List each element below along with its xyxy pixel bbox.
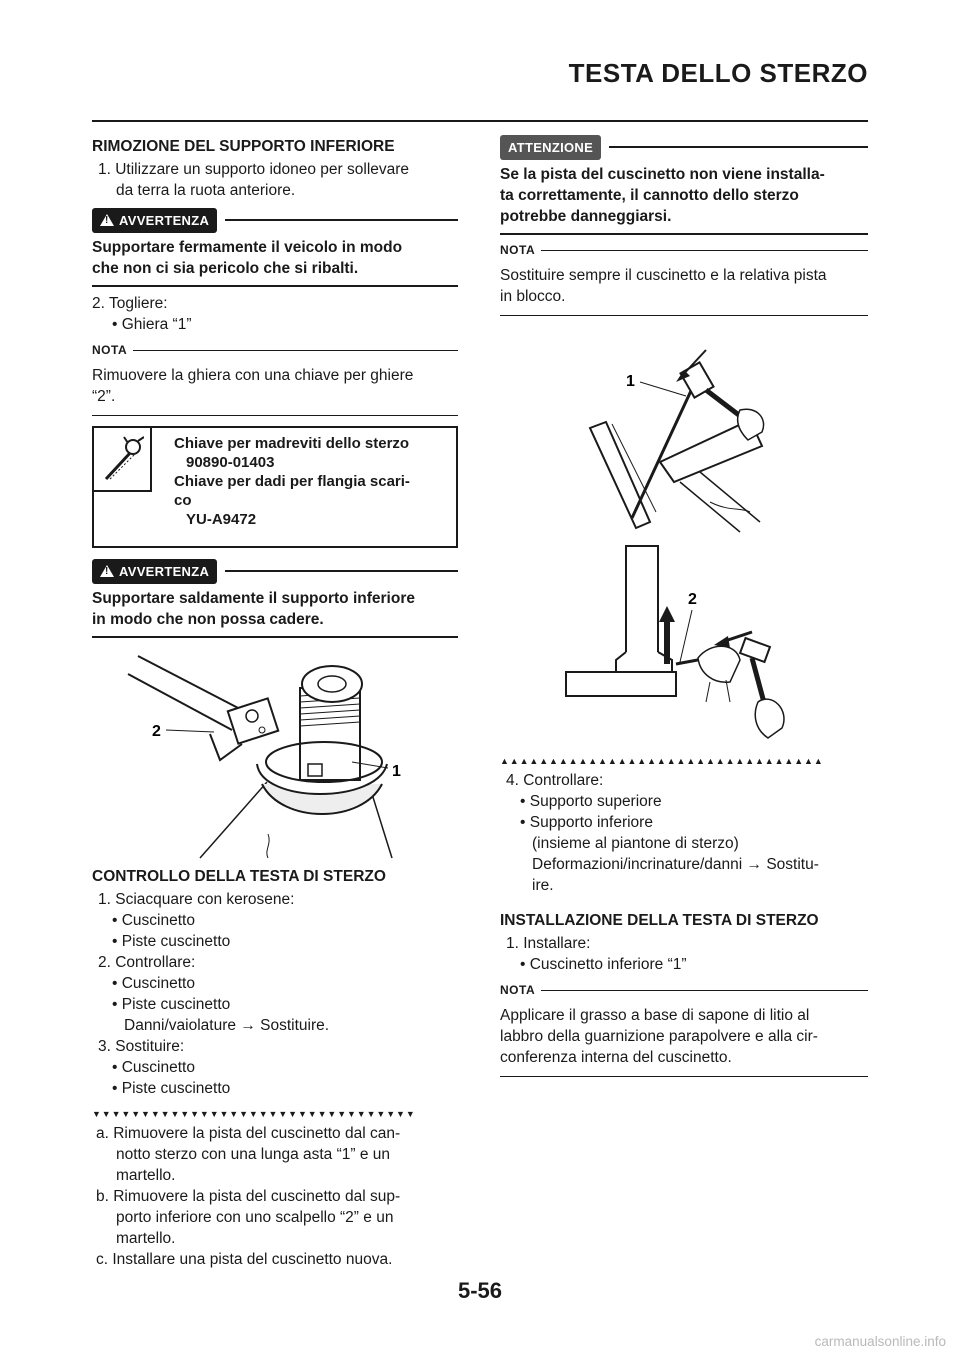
race-removal-stem-illustration bbox=[500, 332, 868, 542]
section-title-check: CONTROLLO DELLA TESTA DI STERZO bbox=[92, 868, 386, 885]
note-text: Applicare il grasso a base di sapone di litio al labbro della guarnizione parapolvere e alla cir- conferenza interna del cuscinetto. bbox=[500, 1007, 818, 1066]
wrench-tool-icon bbox=[94, 428, 152, 492]
list-item-detail: (insieme al piantone di sterzo) bbox=[532, 835, 739, 852]
list-item: • Piste cuscinetto bbox=[112, 996, 231, 1013]
substep-c: c. Installare una pista del cuscinetto nuova. bbox=[96, 1251, 393, 1268]
list-item: • Piste cuscinetto bbox=[112, 1080, 231, 1097]
caution-block bbox=[500, 136, 868, 235]
header-rule bbox=[92, 120, 868, 122]
page-number: 5-56 bbox=[457, 1278, 503, 1303]
note-header: NOTA bbox=[92, 341, 458, 359]
step-2: 2. Togliere: bbox=[92, 295, 168, 312]
figure-callout-2: 2 bbox=[688, 591, 697, 608]
list-item-detail: Danni/vaiolature → Sostituire. bbox=[124, 1017, 330, 1034]
race-removal-bracket-illustration bbox=[500, 542, 868, 746]
check-step-1: 1. Sciacquare con kerosene: bbox=[98, 891, 295, 908]
list-item-detail: ire. bbox=[532, 877, 554, 894]
warning-icon bbox=[100, 565, 114, 577]
warning-text: Supportare saldamente il supporto inferiore in modo che non possa cadere. bbox=[92, 590, 415, 628]
section-title-removal: RIMOZIONE DEL SUPPORTO INFERIORE bbox=[92, 138, 395, 155]
note-header: NOTA bbox=[500, 241, 868, 259]
left-column bbox=[92, 136, 458, 1270]
list-item-detail: Deformazioni/incrinature/danni → Sostitu- bbox=[532, 856, 819, 873]
check-step-2: 2. Controllare: bbox=[98, 954, 196, 971]
warning-label: ! AVVERTENZA bbox=[92, 559, 217, 584]
caution-text: Se la pista del cuscinetto non viene installa- ta correttamente, il cannotto dello sterzo potrebbe danneggiarsi. bbox=[500, 166, 825, 225]
note-text: Sostituire sempre il cuscinetto e la relativa pista in blocco. bbox=[500, 267, 827, 305]
step-2-bullet: • Ghiera “1” bbox=[112, 316, 192, 333]
list-item: • Cuscinetto bbox=[112, 1059, 195, 1076]
figure-callout-2: 2 bbox=[152, 723, 161, 740]
special-tool-box bbox=[92, 426, 458, 548]
caution-label: ATTENZIONE bbox=[500, 135, 601, 160]
section-title-install: INSTALLAZIONE DELLA TESTA DI STERZO bbox=[500, 912, 819, 929]
install-step-1: 1. Installare: bbox=[506, 935, 591, 952]
warning-text: Supportare fermamente il veicolo in modo che non ci sia pericolo che si ribalti. bbox=[92, 239, 403, 277]
substep-a: a. Rimuovere la pista del cuscinetto dal can- notto sterzo con una lunga asta “1” e un martello. bbox=[96, 1125, 401, 1184]
check-step-3: 3. Sostituire: bbox=[98, 1038, 185, 1055]
lower-bracket-illustration bbox=[92, 644, 458, 864]
list-item: • Cuscinetto bbox=[112, 975, 195, 992]
list-item: • Supporto superiore bbox=[520, 793, 662, 810]
watermark: carmanualsonline.info bbox=[814, 1334, 946, 1349]
warning-icon bbox=[100, 214, 114, 226]
procedure-end-marks: ▲▲▲▲▲▲▲▲▲▲▲▲▲▲▲▲▲▲▲▲▲▲▲▲▲▲▲▲▲▲▲▲▲ bbox=[500, 756, 824, 766]
list-item: • Piste cuscinetto bbox=[112, 933, 231, 950]
step-1: 1. Utilizzare un supporto idoneo per sollevare da terra la ruota anteriore. bbox=[98, 161, 410, 199]
warning-block-1 bbox=[92, 209, 458, 287]
substep-b: b. Rimuovere la pista del cuscinetto dal sup- porto inferiore con uno scalpello “2” e un martello. bbox=[96, 1188, 401, 1247]
note-text: Rimuovere la ghiera con una chiave per ghiere “2”. bbox=[92, 367, 414, 405]
figure-callout-1: 1 bbox=[626, 373, 635, 390]
page-title: TESTA DELLO STERZO bbox=[568, 58, 868, 88]
warning-label: ! AVVERTENZA bbox=[92, 208, 217, 233]
list-item: • Cuscinetto inferiore “1” bbox=[520, 956, 687, 973]
list-item: • Cuscinetto bbox=[112, 912, 195, 929]
list-item: • Supporto inferiore bbox=[520, 814, 653, 831]
warning-block-2 bbox=[92, 560, 458, 638]
right-column bbox=[500, 136, 868, 1077]
procedure-start-marks: ▼▼▼▼▼▼▼▼▼▼▼▼▼▼▼▼▼▼▼▼▼▼▼▼▼▼▼▼▼▼▼▼▼ bbox=[92, 1109, 416, 1119]
note-header: NOTA bbox=[500, 981, 868, 999]
figure-callout-1: 1 bbox=[392, 763, 401, 780]
check-step-4: 4. Controllare: bbox=[506, 772, 604, 789]
special-tool-text: Chiave per madreviti dello sterzo 90890-01403 Chiave per dadi per flangia scari- co YU-A9472 bbox=[174, 435, 410, 528]
